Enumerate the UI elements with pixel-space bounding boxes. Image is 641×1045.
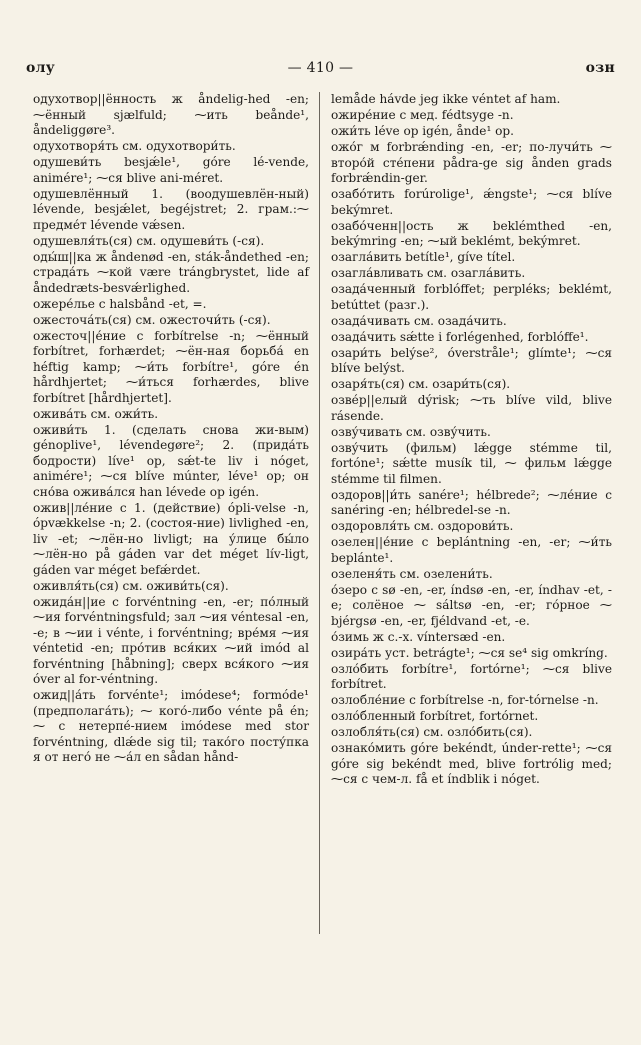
header-right-guideword: озн <box>585 60 615 76</box>
entry: озву́чить (фильм) lǽgge stémme til, fortóne¹; sǽtte musík til, ⁓ фильм lǽgge stémme til filmen. <box>331 440 612 486</box>
entry: ожи́ть léve op igén, ånde¹ op. <box>331 124 515 138</box>
entry: одушеви́ть besjǽle¹, góre lé-vende, animére¹; ⁓ся blive ani-méret. <box>33 155 309 185</box>
entry: озабо́тить forúrolige¹, ǽngste¹; ⁓ся blíve bekýmret. <box>331 187 612 217</box>
right-column <box>331 92 612 788</box>
entry: ознако́мить góre bekéndt, únder-rette¹; ⁓ся góre sig bekéndt med, blive fortrólig med; ⁓ся с чем-л. få et índblik i nóget. <box>331 741 612 786</box>
entry: одухотворя́ть см. одухотвори́ть. <box>33 139 236 153</box>
entry: оживи́ть 1. (сделать снова жи-вым) génoplive¹, lévendegøre²; 2. (прида́ть бодрости) líve¹ op, sǽt-te liv i nóget, animére¹; ⁓ся blíve múnter, léve¹ op; он сно́ва ожива́лся han lévede op igén. <box>33 422 309 499</box>
entry: оздоров||и́ть sanére¹; hélbrede²; ⁓ле́ние с sanéring -en; hélbredel-se -n. <box>331 487 612 517</box>
entry: ожире́ние с мед. fédtsyge -n. <box>331 108 514 122</box>
entry: озелен||е́ние с beplántning -en, -er; ⁓и́ть beplánte¹. <box>331 535 612 565</box>
page-header <box>26 56 615 80</box>
entry: озлобле́ние с forbítrelse -n, for-tórnelse -n. <box>331 693 599 707</box>
entry: ожесточ||е́ние с forbítrelse -n; ⁓ённый forbítret, forhærdet; ⁓ён-ная борьба́ en héftig kamp; ⁓и́ть forbítre¹, góre én hårdhjertet; ⁓и́ться forhærdes, blive forbítret [hårdhjertet]. <box>33 328 309 405</box>
entry: ожо́г м forbrǽnding -en, -er; по-лучи́ть ⁓ второ́й сте́пени pådra-ge sig ånden grads forbrǽndin-ger. <box>331 140 612 185</box>
entry: о́зимь ж с.-х. víntersæd -en. <box>331 629 506 644</box>
entry: о́зеро с sø -en, -er, índsø -en, -er, índhav -et, -e; солёное ⁓ sáltsø -en, -er; го́рное ⁓ bjérgsø -en, -er, fjéldvand -et, -e. <box>331 582 612 628</box>
entry: озада́чить sǽtte i forlégenhed, forblóffe¹. <box>331 329 589 344</box>
entry: озве́р||елый dýrisk; ⁓ть blíve vild, blive rásende. <box>331 393 612 423</box>
entry: одушевля́ть(ся) см. одушеви́ть (-ся). <box>33 233 265 248</box>
entry: озагла́вливать см. озагла́вить. <box>331 266 526 280</box>
entry: ожесточа́ть(ся) см. ожесточи́ть (-ся). <box>33 312 271 327</box>
entry: озабо́ченн||ость ж beklémthed -en, bekýmring -en; ⁓ый beklémt, bekýmret. <box>331 218 612 248</box>
entry: озада́ченный forblóffet; perpléks; beklémt, betúttet (разг.). <box>331 282 612 312</box>
column-divider <box>319 92 320 934</box>
header-left-guideword: олу <box>26 60 56 76</box>
entry: озари́ть belýse², óverstråle¹; glímte¹; ⁓ся blíve belýst. <box>331 345 612 375</box>
page-number: — 410 — <box>287 60 354 76</box>
entry: lemåde hávde jeg ikke véntet af ham. <box>331 92 561 106</box>
entry: оды́ш||ка ж åndenød -en, sták-åndethed -en; страда́ть ⁓кой være trángbrystet, lide af åndedræts-besvǽrlighed. <box>33 249 309 295</box>
entry: озлобля́ть(ся) см. озло́бить(ся). <box>331 725 533 739</box>
entry: оживля́ть(ся) см. оживи́ть(ся). <box>33 578 229 593</box>
left-column <box>33 92 309 766</box>
entry: ожид||а́ть forvénte¹; imódese⁴; formóde¹ (предполага́ть); ⁓ кого́-либо vénte på én; ⁓ с нетерпе́-нием imódese med stor forvéntning, dlǽde sig til; тако́го посту́пка я от него́ не ⁓а́л en sådan hånd- <box>33 688 309 764</box>
entry: озира́ть уст. betrágte¹; ⁓ся se⁴ sig omkríng. <box>331 645 608 660</box>
entry: ожива́ть см. ожи́ть. <box>33 406 159 421</box>
entry: ожида́н||ие с forvéntning -en, -er; по́лный ⁓ия forvéntningsfuld; зал ⁓ия véntesal -en, -e; в ⁓ии i vénte, i forvéntning; вре́мя ⁓ия véntetid -en; про́тив вся́ких ⁓ий imód al forvéntning [håbning]; сверх вся́кого ⁓ия óver al for-véntning. <box>33 594 309 686</box>
entry: озву́чивать см. озву́чить. <box>331 424 491 439</box>
entry: озаря́ть(ся) см. озари́ть(ся). <box>331 377 511 391</box>
entry: озада́чивать см. озада́чить. <box>331 313 507 328</box>
entry: озагла́вить betítle¹, gíve títel. <box>331 250 516 264</box>
entry: ожере́лье с halsbånd -et, =. <box>33 296 207 311</box>
entry: оздоровля́ть см. оздорови́ть. <box>331 519 514 533</box>
entry: ожив||ле́ние с 1. (действие) ópli-velse -n, ópvækkelse -n; 2. (состоя-ние) livlighed -en, liv -et; ⁓лён-но livligt; на у́лице бы́ло ⁓лён-но på gáden var det méget lív-ligt, gáden var méget befǽrdet. <box>33 500 309 577</box>
entry: озло́бленный forbítret, fortórnet. <box>331 709 539 723</box>
entry: одухотвор||ённость ж åndelig-hed -en; ⁓ённый sjælfuld; ⁓ить beånde¹, åndeliggøre³. <box>33 92 309 137</box>
entry: озло́бить forbítre¹, fortórne¹; ⁓ся blive forbítret. <box>331 661 612 691</box>
entry: озеленя́ть см. озелени́ть. <box>331 566 493 581</box>
entry: одушевлённый 1. (воодушевлён-ный) lévende, besjǽlet, begéjstret; 2. грам.:⁓ предме́т lévende vǽsen. <box>33 186 309 232</box>
